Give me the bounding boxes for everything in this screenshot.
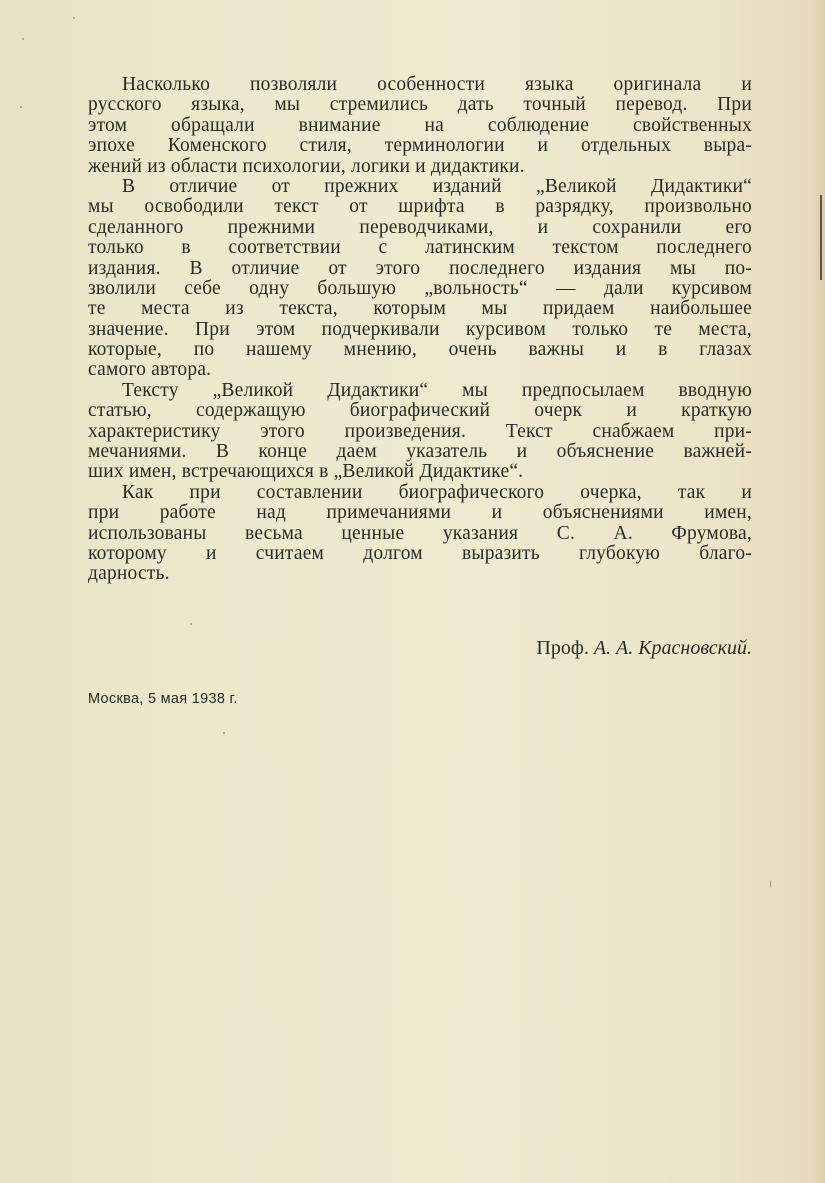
text-line: ших имен, встречающихся в „Великой Дидактике“. <box>88 461 524 483</box>
text-line: эпохе Коменского стиля, терминологии и отдельных выра- <box>88 135 752 157</box>
text-line: Насколько позволяли особенности языка оригинала и <box>122 74 752 95</box>
text-line: мы освободили текст от шрифта в разрядку, произвольно <box>88 196 752 218</box>
text-line: издания. В отличие от этого последнего издания мы по- <box>88 257 752 279</box>
text-line: только в соответствии с латинским текстом последнего <box>88 237 752 259</box>
page-edge-mark <box>820 195 822 280</box>
text-line: сделанного прежними переводчиками, и сохранили его <box>88 216 752 238</box>
text-line: которые, по нашему мнению, очень важны и в глазах <box>88 339 752 361</box>
text-line: при работе над примечаниями и объяснениями имен, <box>88 502 752 524</box>
text-line: те места из текста, которым мы придаем наибольшее <box>88 298 752 320</box>
signature-name: А. А. Красновский. <box>593 637 752 659</box>
paper-speck <box>22 38 24 40</box>
text-line: использованы весьма ценные указания С. А. Фрумова, <box>88 522 752 544</box>
text-line: дарность. <box>88 563 170 585</box>
text-line: Как при составлении биографического очерка, так и <box>122 481 752 503</box>
paper-speck <box>770 880 771 888</box>
text-line: Тексту „Великой Дидактики“ мы предпосылаем вводную <box>122 379 752 401</box>
body-text <box>88 75 752 585</box>
text-line: В отличие от прежних изданий „Великой Дидактики“ <box>122 175 752 197</box>
signature-title: Проф. <box>536 637 589 659</box>
paper-speck <box>223 732 225 734</box>
text-line: зволили себе одну большую „вольность“ — дали курсивом <box>88 277 752 299</box>
text-line: этом обращали внимание на соблюдение свойственных <box>88 114 752 136</box>
place-and-date: Москва, 5 мая 1938 г. <box>88 691 238 707</box>
paper-speck <box>20 106 22 108</box>
paper-speck <box>73 17 75 19</box>
text-line: жений из области психологии, логики и дидактики. <box>88 155 525 177</box>
text-line: характеристику этого произведения. Текст снабжаем при- <box>88 420 752 442</box>
author-signature <box>452 636 752 660</box>
text-line: значение. При этом подчеркивали курсивом только те места, <box>88 318 752 340</box>
text-line: самого автора. <box>88 359 212 381</box>
page-edge-shadow <box>810 0 825 1183</box>
paper-speck <box>190 623 192 625</box>
text-line: русского языка, мы стремились дать точный перевод. При <box>88 94 752 116</box>
text-line: мечаниями. В конце даем указатель и объяснение важней- <box>88 441 752 463</box>
text-line: которому и считаем долгом выразить глубокую благо- <box>88 542 752 564</box>
text-line: статью, содержащую биографический очерк и краткую <box>88 400 752 422</box>
